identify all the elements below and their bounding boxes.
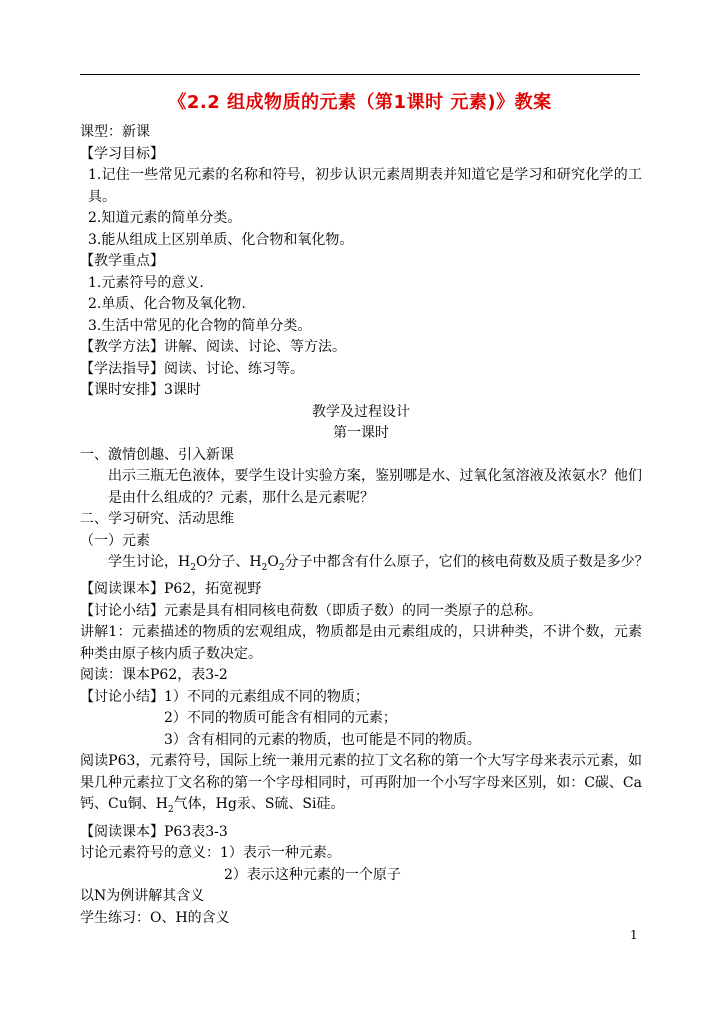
text-line: （一）元素 [80,532,150,549]
text-line: 1.记住一些常见元素的名称和符号，初步认识元素周期表并知道它是学习和研究化学的工具。 [88,167,642,205]
text-run: 气体，Hg汞、S硫、Si硅。 [173,796,345,813]
text-line: 阅读：课本P62，表3-2 [80,667,228,684]
text-line [80,751,642,821]
text-line: 2）表示这种元素的一个原子 [224,866,401,883]
text-line: 【阅读课本】P63表3-3 [80,823,228,840]
text-line: 一、激情创趣、引入新课 [80,446,234,463]
text-line: 【学法指导】阅读、讨论、练习等。 [80,360,304,377]
subscript: 2 [190,562,196,573]
text-line: 2.单质、化合物及氧化物. [88,296,246,312]
section-heading: 【教学重点】 [80,253,164,269]
text-line: 【讨论小结】元素是具有相同核电荷数（即质子数）的同一类原子的总称。 [80,602,542,619]
text-run: 学生讨论，H [108,554,191,570]
document-title: 《2.2 组成物质的元素（第1课时 元素)》教案 [168,92,552,113]
text-line: 2）不同的物质可能含有相同的元素； [164,710,397,727]
text-line: 3.生活中常见的化合物的简单分类。 [88,317,312,334]
page-number: 1 [630,928,638,942]
section-heading: 教学及过程设计 [312,403,410,420]
text-line: 以N为例讲解其含义 [80,888,205,905]
text-line: 讨论元素符号的意义：1）表示一种元素。 [80,845,341,862]
text-line: 学生练习：O、H的含义 [80,909,230,926]
text-run: 分子中都含有什么原子，它们的核电荷数及质子数是多少？ [284,554,649,570]
text-line: 2.知道元素的简单分类。 [88,210,242,226]
document-body [80,122,649,929]
subscript: 2 [278,562,285,573]
text-run: O [267,554,279,570]
text-line: 出示三瓶无色液体，要学生设计实验方案，鉴别哪是水、过氧化氢溶液及浓氨水？他们是由什么组成的？元素，那什么是元素呢？ [108,468,642,506]
text-run: O分子、H [195,554,262,570]
subscript: 2 [261,562,268,573]
section-heading: 第一课时 [333,425,389,441]
text-run: 阅读P63，元素符号，国际上统一兼用元素的拉丁文名称的第一个大写字母来表示元素，如果几种元素拉丁文名称的第一个字母相同时，可再附加一个小写字母来区别，如：C碳、Ca钙、Cu铜、H [80,753,642,813]
text-line: 1.元素符号的意义. [88,274,204,291]
subscript: 2 [167,805,174,816]
text-line: 【讨论小结】1）不同的元素组成不同的物质； [80,688,369,705]
text-line [80,552,649,579]
section-heading: 【学习目标】 [80,145,164,162]
text-line: 3.能从组成上区别单质、化合物和氧化物。 [88,231,354,248]
text-line: 二、学习研究、活动思维 [80,511,234,527]
text-line: 课型：新课 [80,124,150,140]
text-line: 3）含有相同的元素的物质，也可能是不同的物质。 [164,731,481,748]
text-line: 【课时安排】3课时 [80,382,201,398]
header-rule [80,74,640,75]
text-line: 【阅读课本】P62，拓宽视野 [80,581,262,598]
text-line: 【教学方法】讲解、阅读、讨论、等方法。 [80,339,346,355]
text-line: 讲解1：元素描述的物质的宏观组成，物质都是由元素组成的，只讲种类，不讲个数，元素种类由原子核内质子数决定。 [80,624,642,662]
